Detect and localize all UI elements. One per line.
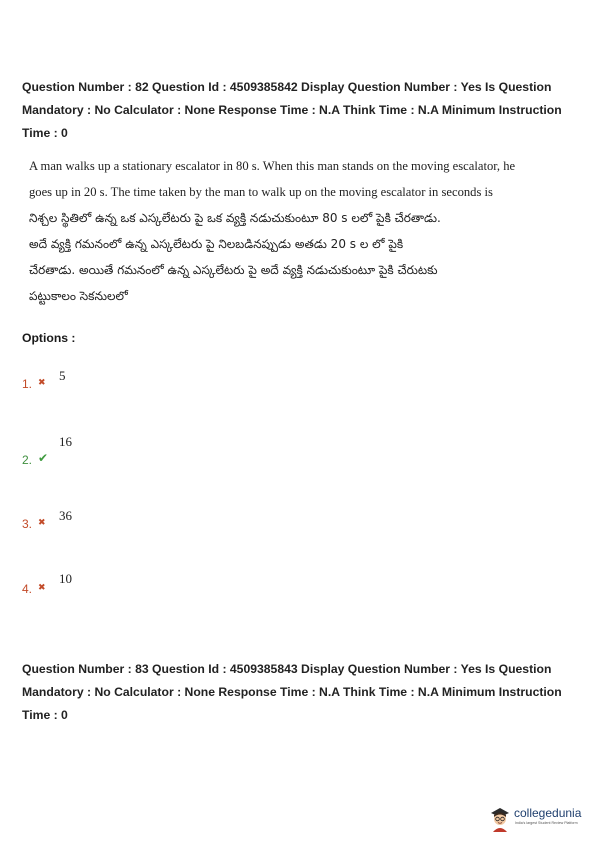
logo-tagline: India's largest Student Review Platform [515,821,578,825]
question-english-line: A man walks up a stationary escalator in 80 s. When this man stands on the moving escalator, he [29,159,516,173]
option-2[interactable] [22,434,222,467]
option-number: 4. [22,582,33,596]
question-telugu-line: పట్టుకాలం సెకనులలో [29,289,128,303]
option-value: 5 [59,368,66,383]
option-value: 16 [59,434,72,449]
meta-line: Question Number : 83 Question Id : 4509385843 Display Question Number : Yes Is Question [22,662,552,676]
student-avatar-icon [488,804,512,832]
options-label: Options : [22,331,76,345]
option-number: 1. [22,377,33,391]
question-telugu-line: అదే వ్యక్తి గమనంలో ఉన్న ఎస్కలేటరు పై నిలబడినప్పుడు అతడు 20 s ల లో పైకి [29,237,404,251]
option-number: 3. [22,517,33,531]
meta-line: Question Number : 82 Question Id : 4509385842 Display Question Number : Yes Is Question [22,80,552,94]
question-82-body [29,153,516,309]
cross-icon: ✖ [38,378,46,388]
meta-line: Time : 0 [22,126,68,140]
meta-line: Mandatory : No Calculator : None Response Time : N.A Think Time : N.A Minimum Instruction [22,685,562,699]
meta-line: Time : 0 [22,708,68,722]
check-icon: ✔ [38,451,49,465]
question-english-line: goes up in 20 s. The time taken by the man to walk up on the moving escalator in seconds is [29,185,493,199]
option-number: 2. [22,453,33,467]
option-3[interactable] [22,508,222,538]
cross-icon: ✖ [38,583,46,593]
option-1[interactable] [22,368,222,398]
question-telugu-line: చేరతాడు. అయితే గమనంలో ఉన్న ఎస్కలేటరు పై అదే వ్యక్తి నడుచుకుంటూ పైకి చేరుటకు [29,263,438,277]
question-82-meta [22,76,582,145]
question-83-meta [22,658,582,727]
cross-icon: ✖ [38,518,46,528]
logo-name: collegedunia [514,806,582,820]
question-telugu-line: నిశ్చల స్థితిలో ఉన్న ఒక ఎస్కలేటరు పై ఒక వ్యక్తి నడుచుకుంటూ 80 s లలో పైకి చేరతాడు. [29,211,441,225]
option-4[interactable] [22,571,222,601]
option-value: 10 [59,571,72,586]
option-value: 36 [59,508,72,523]
meta-line: Mandatory : No Calculator : None Response Time : N.A Think Time : N.A Minimum Instruction [22,103,562,117]
collegedunia-logo [488,804,588,834]
